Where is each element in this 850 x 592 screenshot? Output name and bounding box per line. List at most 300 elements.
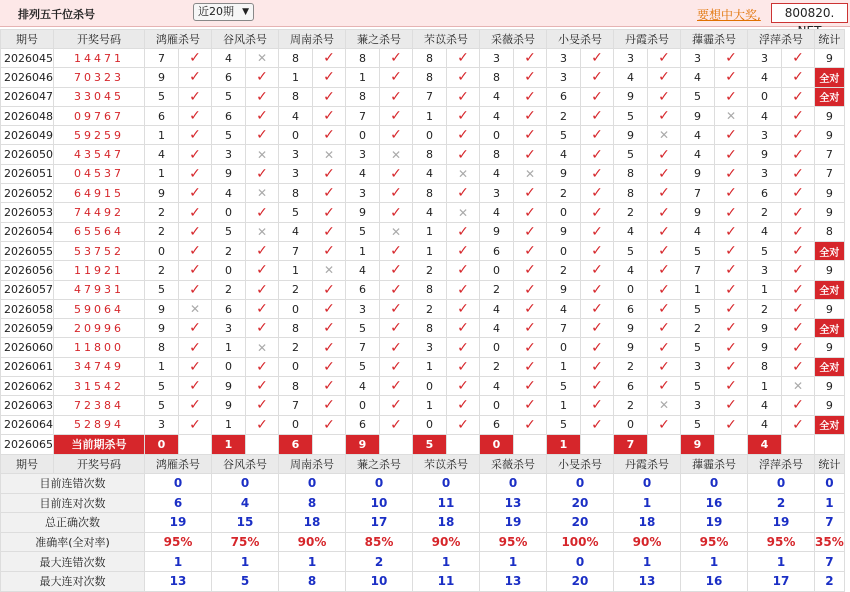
site-badge[interactable]: 800820. xyxy=(771,3,848,23)
kill-number-cell: 2 xyxy=(212,241,246,260)
stat-value: 19 xyxy=(145,513,212,533)
period-value: 近20期 xyxy=(198,5,234,18)
check-icon: ✓ xyxy=(782,106,815,125)
kill-number-cell: 5 xyxy=(145,280,179,299)
column-header: 小旻杀号 xyxy=(547,454,614,473)
column-header: 期号 xyxy=(1,30,54,49)
check-icon: ✓ xyxy=(648,241,681,260)
check-icon: ✓ xyxy=(581,203,614,222)
kill-number-cell: 3 xyxy=(547,68,581,87)
stat-value: 7 xyxy=(815,552,845,572)
check-icon: ✓ xyxy=(581,106,614,125)
kill-number-cell: 0 xyxy=(212,203,246,222)
kill-number-cell: 1 xyxy=(547,357,581,376)
check-icon: ✓ xyxy=(581,261,614,280)
check-icon: ✓ xyxy=(313,203,346,222)
cross-icon: ✕ xyxy=(380,145,413,164)
kill-number-cell: 2 xyxy=(748,203,782,222)
check-icon: ✓ xyxy=(447,357,480,376)
period-cell: 2026049 xyxy=(1,126,54,145)
kill-number-cell: 2 xyxy=(480,280,514,299)
kill-number-cell: 6 xyxy=(614,299,648,318)
stat-value: 10 xyxy=(346,571,413,591)
kill-number-cell: 3 xyxy=(279,145,313,164)
check-icon: ✓ xyxy=(782,222,815,241)
period-cell: 2026058 xyxy=(1,299,54,318)
stat-cell: 9 xyxy=(815,126,845,145)
stat-value: 75% xyxy=(212,532,279,552)
column-header: 采薇杀号 xyxy=(480,454,547,473)
kill-number-cell: 3 xyxy=(681,49,715,68)
stat-value: 2 xyxy=(346,552,413,572)
column-header: 蒹之杀号 xyxy=(346,454,413,473)
check-icon: ✓ xyxy=(514,280,547,299)
kill-number-cell: 6 xyxy=(480,415,514,434)
check-icon: ✓ xyxy=(648,68,681,87)
check-icon: ✓ xyxy=(648,357,681,376)
kill-number-cell: 5 xyxy=(614,106,648,125)
check-icon: ✓ xyxy=(313,222,346,241)
kill-number-cell: 9 xyxy=(547,222,581,241)
check-icon: ✓ xyxy=(380,203,413,222)
current-label: 当前期杀号 xyxy=(54,434,145,454)
column-header: 小旻杀号 xyxy=(547,30,614,49)
stat-cell: 7 xyxy=(815,164,845,183)
kill-number-cell: 1 xyxy=(212,338,246,357)
kill-number-cell: 2 xyxy=(547,106,581,125)
kill-number-cell: 3 xyxy=(279,164,313,183)
kill-number-cell: 4 xyxy=(681,126,715,145)
stat-label: 准确率(全对率) xyxy=(1,532,145,552)
kill-number-cell: 0 xyxy=(547,338,581,357)
period-select[interactable] xyxy=(193,3,254,21)
kill-number-cell: 4 xyxy=(681,145,715,164)
check-icon: ✓ xyxy=(715,164,748,183)
period-cell: 2026051 xyxy=(1,164,54,183)
stat-value: 0 xyxy=(547,552,614,572)
cross-icon: ✕ xyxy=(648,126,681,145)
stat-cell: 9 xyxy=(815,377,845,396)
check-icon: ✓ xyxy=(246,299,279,318)
period-cell: 2026057 xyxy=(1,280,54,299)
kill-number-cell: 0 xyxy=(279,357,313,376)
kill-number-cell: 0 xyxy=(547,203,581,222)
kill-number-cell: 3 xyxy=(145,415,179,434)
stat-value: 13 xyxy=(480,571,547,591)
check-icon: ✓ xyxy=(380,87,413,106)
period-cell: 2026062 xyxy=(1,377,54,396)
period-cell: 2026048 xyxy=(1,106,54,125)
stat-value: 0 xyxy=(614,473,681,493)
check-icon: ✓ xyxy=(514,126,547,145)
stat-row xyxy=(1,552,845,572)
check-icon: ✓ xyxy=(447,87,480,106)
kill-number-cell: 0 xyxy=(614,415,648,434)
check-icon: ✓ xyxy=(380,338,413,357)
kill-number-cell: 4 xyxy=(748,222,782,241)
column-header: 开奖号码 xyxy=(54,30,145,49)
stat-value: 90% xyxy=(279,532,346,552)
stat-value: 13 xyxy=(480,493,547,513)
kill-number-cell: 2 xyxy=(145,203,179,222)
column-header: 浮萍杀号 xyxy=(748,454,815,473)
check-icon: ✓ xyxy=(313,319,346,338)
draw-number-cell: 47931 xyxy=(54,280,145,299)
check-icon: ✓ xyxy=(246,241,279,260)
check-icon: ✓ xyxy=(380,280,413,299)
period-cell: 2026055 xyxy=(1,241,54,260)
column-header: 蒹之杀号 xyxy=(346,30,413,49)
check-icon: ✓ xyxy=(648,377,681,396)
column-header: 采薇杀号 xyxy=(480,30,547,49)
kill-number-cell: 9 xyxy=(547,164,581,183)
kill-number-cell: 7 xyxy=(413,87,447,106)
check-icon: ✓ xyxy=(581,184,614,203)
draw-number-cell: 53752 xyxy=(54,241,145,260)
table-row xyxy=(1,222,845,241)
check-icon: ✓ xyxy=(313,377,346,396)
kill-number-cell: 4 xyxy=(145,145,179,164)
table-row xyxy=(1,87,845,106)
kill-number-cell: 0 xyxy=(480,338,514,357)
stat-value: 5 xyxy=(212,571,279,591)
kill-number-cell: 2 xyxy=(547,261,581,280)
kill-number-cell: 0 xyxy=(212,261,246,280)
kill-number-cell: 9 xyxy=(145,299,179,318)
check-icon: ✓ xyxy=(447,106,480,125)
period-cell: 2026047 xyxy=(1,87,54,106)
check-icon: ✓ xyxy=(313,357,346,376)
stat-value: 95% xyxy=(681,532,748,552)
check-icon: ✓ xyxy=(514,184,547,203)
check-icon: ✓ xyxy=(313,68,346,87)
check-icon: ✓ xyxy=(648,203,681,222)
check-icon: ✓ xyxy=(581,280,614,299)
column-header: 丹霞杀号 xyxy=(614,30,681,49)
kill-number-cell: 8 xyxy=(614,184,648,203)
kill-number-cell: 0 xyxy=(547,241,581,260)
kill-number-cell: 4 xyxy=(212,49,246,68)
kill-number-cell: 0 xyxy=(413,126,447,145)
check-icon: ✓ xyxy=(380,261,413,280)
kill-number-cell: 9 xyxy=(212,396,246,415)
column-header: 鸿雁杀号 xyxy=(145,30,212,49)
stat-value: 6 xyxy=(145,493,212,513)
check-icon: ✓ xyxy=(581,357,614,376)
check-icon: ✓ xyxy=(581,126,614,145)
kill-number-cell: 3 xyxy=(681,396,715,415)
check-icon: ✓ xyxy=(715,357,748,376)
current-kill-number: 9 xyxy=(346,434,380,454)
kill-number-cell: 5 xyxy=(145,377,179,396)
kill-number-cell: 8 xyxy=(279,49,313,68)
check-icon: ✓ xyxy=(514,87,547,106)
check-icon: ✓ xyxy=(715,338,748,357)
kill-number-cell: 4 xyxy=(681,68,715,87)
header-row xyxy=(1,30,845,49)
check-icon: ✓ xyxy=(648,49,681,68)
stat-cell: 全对 xyxy=(815,87,845,106)
check-icon: ✓ xyxy=(715,222,748,241)
blank-cell xyxy=(514,434,547,454)
stat-cell: 全对 xyxy=(815,357,845,376)
stat-value: 20 xyxy=(547,493,614,513)
blank-cell xyxy=(815,434,845,454)
check-icon: ✓ xyxy=(313,280,346,299)
stat-value: 17 xyxy=(748,571,815,591)
kill-number-cell: 0 xyxy=(614,280,648,299)
kill-number-cell: 0 xyxy=(748,87,782,106)
check-icon: ✓ xyxy=(782,241,815,260)
check-icon: ✓ xyxy=(246,261,279,280)
kill-number-cell: 3 xyxy=(212,319,246,338)
cross-icon: ✕ xyxy=(246,338,279,357)
stat-value: 18 xyxy=(614,513,681,533)
check-icon: ✓ xyxy=(715,49,748,68)
kill-number-cell: 9 xyxy=(681,203,715,222)
kill-number-cell: 1 xyxy=(279,261,313,280)
kill-number-cell: 4 xyxy=(480,319,514,338)
kill-number-cell: 0 xyxy=(346,126,380,145)
kill-number-cell: 8 xyxy=(413,49,447,68)
kill-number-cell: 1 xyxy=(212,415,246,434)
check-icon: ✓ xyxy=(246,377,279,396)
blank-cell xyxy=(313,434,346,454)
draw-number-cell: 09767 xyxy=(54,106,145,125)
kill-number-cell: 8 xyxy=(279,377,313,396)
kill-number-cell: 3 xyxy=(480,184,514,203)
stat-label: 最大连错次数 xyxy=(1,552,145,572)
check-icon: ✓ xyxy=(715,299,748,318)
kill-number-cell: 0 xyxy=(413,377,447,396)
kill-number-cell: 4 xyxy=(346,377,380,396)
kill-number-cell: 8 xyxy=(480,145,514,164)
period-cell: 2026065 xyxy=(1,434,54,454)
stat-value: 0 xyxy=(480,473,547,493)
period-cell: 2026045 xyxy=(1,49,54,68)
check-icon: ✓ xyxy=(648,164,681,183)
check-icon: ✓ xyxy=(380,357,413,376)
stat-value: 10 xyxy=(346,493,413,513)
check-icon: ✓ xyxy=(447,222,480,241)
kill-number-cell: 9 xyxy=(480,222,514,241)
draw-number-cell: 70323 xyxy=(54,68,145,87)
stat-row xyxy=(1,532,845,552)
kill-number-table xyxy=(0,29,845,592)
check-icon: ✓ xyxy=(313,396,346,415)
period-cell: 2026053 xyxy=(1,203,54,222)
kill-number-cell: 9 xyxy=(681,106,715,125)
check-icon: ✓ xyxy=(782,415,815,434)
column-header: 谷风杀号 xyxy=(212,454,279,473)
check-icon: ✓ xyxy=(514,241,547,260)
kill-number-cell: 5 xyxy=(614,145,648,164)
table-row xyxy=(1,280,845,299)
kill-number-cell: 3 xyxy=(346,184,380,203)
kill-number-cell: 4 xyxy=(614,68,648,87)
kill-number-cell: 4 xyxy=(748,68,782,87)
stat-label: 目前连错次数 xyxy=(1,473,145,493)
kill-number-cell: 1 xyxy=(413,396,447,415)
draw-number-cell: 11800 xyxy=(54,338,145,357)
table-row xyxy=(1,415,845,434)
stat-row xyxy=(1,473,845,493)
check-icon: ✓ xyxy=(380,415,413,434)
table-row xyxy=(1,377,845,396)
check-icon: ✓ xyxy=(715,68,748,87)
check-icon: ✓ xyxy=(581,319,614,338)
kill-number-cell: 5 xyxy=(547,415,581,434)
stat-cell: 7 xyxy=(815,145,845,164)
check-icon: ✓ xyxy=(514,106,547,125)
kill-number-cell: 7 xyxy=(145,49,179,68)
cross-icon: ✕ xyxy=(246,184,279,203)
cross-icon: ✕ xyxy=(447,203,480,222)
check-icon: ✓ xyxy=(715,415,748,434)
kill-number-cell: 2 xyxy=(614,357,648,376)
kill-number-cell: 6 xyxy=(480,241,514,260)
column-header: 鸿雁杀号 xyxy=(145,454,212,473)
check-icon: ✓ xyxy=(581,338,614,357)
check-icon: ✓ xyxy=(581,299,614,318)
stat-label: 总正确次数 xyxy=(1,513,145,533)
check-icon: ✓ xyxy=(514,319,547,338)
cross-icon: ✕ xyxy=(246,222,279,241)
check-icon: ✓ xyxy=(447,280,480,299)
stat-cell: 全对 xyxy=(815,319,845,338)
check-icon: ✓ xyxy=(715,261,748,280)
column-header: 周南杀号 xyxy=(279,454,346,473)
cross-icon: ✕ xyxy=(246,49,279,68)
kill-number-cell: 6 xyxy=(614,377,648,396)
stat-value: 0 xyxy=(212,473,279,493)
draw-number-cell: 33045 xyxy=(54,87,145,106)
stat-value: 0 xyxy=(279,473,346,493)
check-icon: ✓ xyxy=(581,49,614,68)
kill-number-cell: 0 xyxy=(480,396,514,415)
kill-number-cell: 5 xyxy=(212,87,246,106)
check-icon: ✓ xyxy=(782,87,815,106)
check-icon: ✓ xyxy=(782,203,815,222)
stat-value: 95% xyxy=(145,532,212,552)
blank-cell xyxy=(179,434,212,454)
stat-value: 13 xyxy=(614,571,681,591)
table-row xyxy=(1,319,845,338)
kill-number-cell: 4 xyxy=(346,164,380,183)
check-icon: ✓ xyxy=(715,280,748,299)
cross-icon: ✕ xyxy=(514,164,547,183)
kill-number-cell: 4 xyxy=(480,203,514,222)
check-icon: ✓ xyxy=(380,164,413,183)
stat-value: 11 xyxy=(413,571,480,591)
stat-row xyxy=(1,571,845,591)
draw-number-cell: 31542 xyxy=(54,377,145,396)
column-header: 芣苡杀号 xyxy=(413,30,480,49)
stat-value: 85% xyxy=(346,532,413,552)
stat-value: 1 xyxy=(681,552,748,572)
check-icon: ✓ xyxy=(648,145,681,164)
check-icon: ✓ xyxy=(313,415,346,434)
check-icon: ✓ xyxy=(782,280,815,299)
stat-cell: 9 xyxy=(815,184,845,203)
stat-value: 0 xyxy=(346,473,413,493)
check-icon: ✓ xyxy=(514,377,547,396)
kill-number-cell: 0 xyxy=(413,415,447,434)
kill-number-cell: 5 xyxy=(748,241,782,260)
table-row xyxy=(1,106,845,125)
kill-number-cell: 2 xyxy=(480,357,514,376)
kill-number-cell: 5 xyxy=(681,241,715,260)
check-icon: ✓ xyxy=(246,68,279,87)
check-icon: ✓ xyxy=(715,319,748,338)
blank-cell xyxy=(648,434,681,454)
kill-number-cell: 8 xyxy=(413,280,447,299)
check-icon: ✓ xyxy=(782,261,815,280)
kill-number-cell: 1 xyxy=(413,106,447,125)
kill-number-cell: 3 xyxy=(480,49,514,68)
check-icon: ✓ xyxy=(581,377,614,396)
check-icon: ✓ xyxy=(447,396,480,415)
stat-value: 20 xyxy=(547,571,614,591)
kill-number-cell: 4 xyxy=(413,164,447,183)
kill-number-cell: 4 xyxy=(212,184,246,203)
kill-number-cell: 9 xyxy=(145,184,179,203)
stat-value: 4 xyxy=(212,493,279,513)
check-icon: ✓ xyxy=(380,319,413,338)
check-icon: ✓ xyxy=(380,49,413,68)
check-icon: ✓ xyxy=(179,338,212,357)
stat-value: 17 xyxy=(346,513,413,533)
kill-number-cell: 9 xyxy=(614,126,648,145)
stat-cell: 9 xyxy=(815,338,845,357)
stat-value: 95% xyxy=(748,532,815,552)
kill-number-cell: 9 xyxy=(145,319,179,338)
current-kill-number: 6 xyxy=(279,434,313,454)
kill-number-cell: 7 xyxy=(681,261,715,280)
kill-number-cell: 2 xyxy=(547,184,581,203)
kill-number-cell: 5 xyxy=(346,222,380,241)
stat-value: 35% xyxy=(815,532,845,552)
kill-number-cell: 4 xyxy=(480,299,514,318)
kill-number-cell: 1 xyxy=(748,280,782,299)
kill-number-cell: 4 xyxy=(480,377,514,396)
check-icon: ✓ xyxy=(782,145,815,164)
stat-cell: 全对 xyxy=(815,280,845,299)
check-icon: ✓ xyxy=(246,203,279,222)
promo-link[interactable]: 要想中大奖, xyxy=(697,8,761,22)
kill-number-cell: 5 xyxy=(681,415,715,434)
stat-value: 1 xyxy=(815,493,845,513)
stat-value: 18 xyxy=(279,513,346,533)
stat-value: 0 xyxy=(815,473,845,493)
stat-value: 0 xyxy=(145,473,212,493)
check-icon: ✓ xyxy=(246,126,279,145)
stat-value: 18 xyxy=(413,513,480,533)
draw-number-cell: 52894 xyxy=(54,415,145,434)
check-icon: ✓ xyxy=(179,261,212,280)
draw-number-cell: 11921 xyxy=(54,261,145,280)
stat-cell: 9 xyxy=(815,396,845,415)
kill-number-cell: 8 xyxy=(279,184,313,203)
check-icon: ✓ xyxy=(581,241,614,260)
kill-number-cell: 8 xyxy=(279,319,313,338)
kill-number-cell: 0 xyxy=(279,126,313,145)
kill-number-cell: 2 xyxy=(413,261,447,280)
check-icon: ✓ xyxy=(447,261,480,280)
check-icon: ✓ xyxy=(648,87,681,106)
kill-number-cell: 6 xyxy=(145,106,179,125)
check-icon: ✓ xyxy=(715,126,748,145)
